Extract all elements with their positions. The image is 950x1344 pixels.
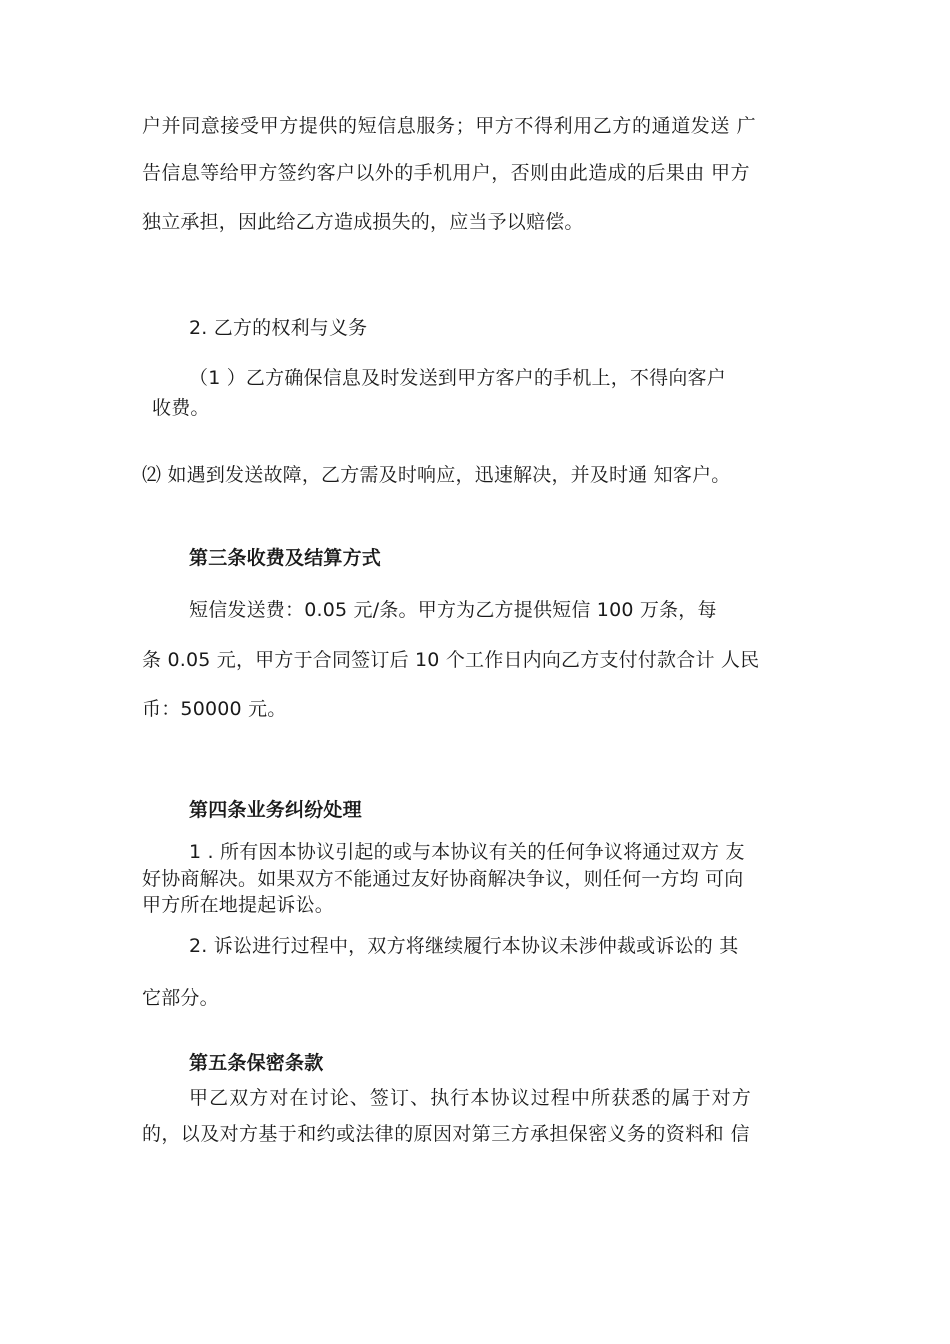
article-4-item-1-line-1: 1 . 所有因本协议引起的或与本协议有关的任何争议将通过双方 友 [189,841,745,863]
article-3-heading: 第三条收费及结算方式 [189,547,382,569]
article-4-item-2-line-1: 2. 诉讼进行过程中，双方将继续履行本协议未涉仲裁或诉讼的 其 [189,935,739,957]
section-2-item-1-line-1: （1 ）乙方确保信息及时发送到甲方客户的手机上，不得向客户 [189,367,726,389]
intro-line-3: 独立承担，因此给乙方造成损失的，应当予以赔偿。 [142,211,584,233]
article-4-item-2-line-2: 它部分。 [142,987,219,1009]
article-4-item-1-line-2: 好协商解决。如果双方不能通过友好协商解决争议，则任何一方均 可向 [142,868,744,890]
article-5-line-1: 甲乙双方对在讨论、签订、执行本协议过程中所获悉的属于对方 [189,1087,752,1109]
article-3-line-1: 短信发送费：0.05 元/条。甲方为乙方提供短信 100 万条，每 [189,599,717,621]
article-5-heading: 第五条保密条款 [189,1052,324,1074]
section-2-item-1-line-2: 收费。 [152,397,210,419]
article-4-heading: 第四条业务纠纷处理 [189,799,362,821]
article-4-item-1-line-3: 甲方所在地提起诉讼。 [142,894,335,916]
section-2-title: 2. 乙方的权利与义务 [189,317,368,339]
intro-line-2: 告信息等给甲方签约客户以外的手机用户，否则由此造成的后果由 甲方 [142,162,750,184]
intro-line-1: 户并同意接受甲方提供的短信息服务；甲方不得利用乙方的通道发送 广 [142,115,757,137]
article-3-line-2: 条 0.05 元，甲方于合同签订后 10 个工作日内向乙方支付付款合计 人民 [142,649,760,671]
section-2-item-2: ⑵ 如遇到发送故障，乙方需及时响应，迅速解决，并及时通 知客户。 [142,464,731,486]
article-3-line-3: 币：50000 元。 [142,698,287,720]
article-5-line-2: 的，以及对方基于和约或法律的原因对第三方承担保密义务的资料和 信 [142,1123,750,1145]
